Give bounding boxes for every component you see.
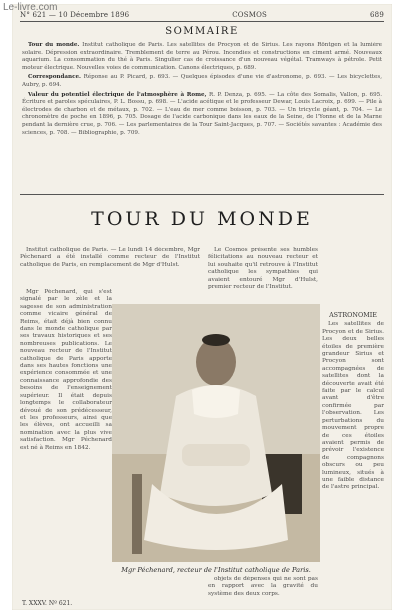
photo-caption: Mgr Péchenard, recteur de l'Institut catholique de Paris. — [121, 566, 311, 574]
volume-footer: T. XXXV. Nº 621. — [22, 600, 73, 607]
header-rule — [20, 21, 384, 22]
sommaire-title: SOMMAIRE — [165, 26, 239, 37]
summary-paragraph — [22, 92, 382, 138]
right-column-text: Les satellites de Procyon et de Sirius. Les deux belles étoiles de première grandeur Sirius et Procyon sont accompagnées de satellites dont la découverte avait été faite par le calcul avant d'être confirmée par l'observation. Les perturbations du mouvement propre de ces étoiles avaient permis de prévoir l'existence de compagnons obscurs ou peu lumineux, situés à une faible distance de l'astre principal. — [322, 321, 384, 491]
middle-column-bottom — [208, 576, 318, 602]
intro-text: Institut catholique de Paris. — Le lundi 14 décembre, Mgr Péchenard a été installé comme recteur de l'Institut catholique de Paris, en remplacement de Mgr d'Hulst. — [20, 247, 200, 268]
summary-text: Institut catholique de Paris. Les satellites de Procyon et de Sirius. Les rayons Röntgen et la lumière solaire. Dépression extraordinaire. Tremblement de terre au Pérou. Incendies et constructions en ciment armé. Nouveaux aquarium. La consommation du thé à Paris. Singulier cas de croissance d'un nouveau végétal. Tramways à pétrole. Petit moteur électrique. Nouvelles voies de communication. Canons électriques, p. 689. — [22, 42, 382, 71]
portrait-photograph — [112, 304, 320, 562]
summary-lead: Correspondance. — [28, 74, 82, 81]
intro-paragraph — [20, 247, 200, 287]
summary-text: R. P. Denza, p. 695. — La côte des Somalis, Vallon, p. 695. Écriture et paroles spéculaires, P. L. Bossu, p. 698. — L'acide acétique et le professeur Dewar, Louis Lacroix, p. 699. — Pile à électrodes de charbon et de métaux, p. 702. — L'eau de mer comme boisson, p. 703. — Un tricycle géant, p. 704. — Le chronomètre de poche en 1896, p. 705. Dosage de l'acide carbonique dans les eaux de la Seine, de l'Yonne et de la Marne pendant la dernière crue, p. 706. — Les parlementaires de la Tour Saint-Jacques, p. 707. — Sociétés savantes : Académie des sciences, p. 708. — Bibliographie, p. 709. — [22, 91, 382, 136]
summary-paragraph — [22, 74, 382, 89]
left-column-text: Mgr Péchenard, qui s'est signalé par le zèle et la sagesse de son administration comme vicaire général de Reims, était déjà bien connu dans le monde catholique par ses travaux historiques et ses nombreuses publications. Le nouveau recteur de l'Institut catholique de Paris apporte dans ses hautes fonctions une expérience consommée et une connaissance approfondie des besoins de l'enseignement supérieur. Il était depuis longtemps le collaborateur dévoué de son prédécesseur, et les professeurs, ainsi que les élèves, ont accueilli sa nomination avec la plus vive satisfaction. Mgr Péchenard est né à Reims en 1842. — [20, 289, 112, 451]
section-rule — [20, 194, 384, 195]
summary-text: Réponse au P. Picard, p. 693. — Quelques épisodes d'une vie d'astronome, p. 693. — Les bicyclettes, Aubry, p. 694. — [22, 74, 382, 88]
summary-lead: Valeur du potentiel électrique de l'atmosphère à Rome, — [28, 91, 207, 98]
running-head — [20, 11, 384, 19]
portrait-illustration — [112, 304, 320, 562]
journal-page — [12, 4, 392, 610]
issue-number: N° 621 — 10 Décembre 1896 — [20, 11, 130, 19]
middle-bottom-text: objets de dépenses qui ne sont pas en rapport avec la gravité du système des deux corps. — [208, 576, 318, 597]
middle-top-text: Le Cosmos présente ses humbles félicitations au nouveau recteur et lui souhaite qu'il retrouve à l'Institut catholique les sympathies qui avaient entouré Mgr d'Hulst, premier recteur de l'Institut. — [208, 247, 318, 291]
section-title: TOUR DU MONDE — [91, 208, 313, 230]
journal-title: COSMOS — [232, 11, 268, 19]
summary-paragraph — [22, 42, 382, 72]
middle-column-top — [208, 247, 318, 307]
astronomy-heading: ASTRONOMIE — [329, 311, 377, 319]
page-number: 689 — [370, 11, 384, 19]
site-watermark: Le-livre.com — [3, 2, 58, 13]
left-column — [20, 289, 112, 599]
summary-lead: Tour du monde. — [28, 42, 80, 48]
right-column — [322, 309, 384, 599]
summary-block — [22, 42, 382, 192]
